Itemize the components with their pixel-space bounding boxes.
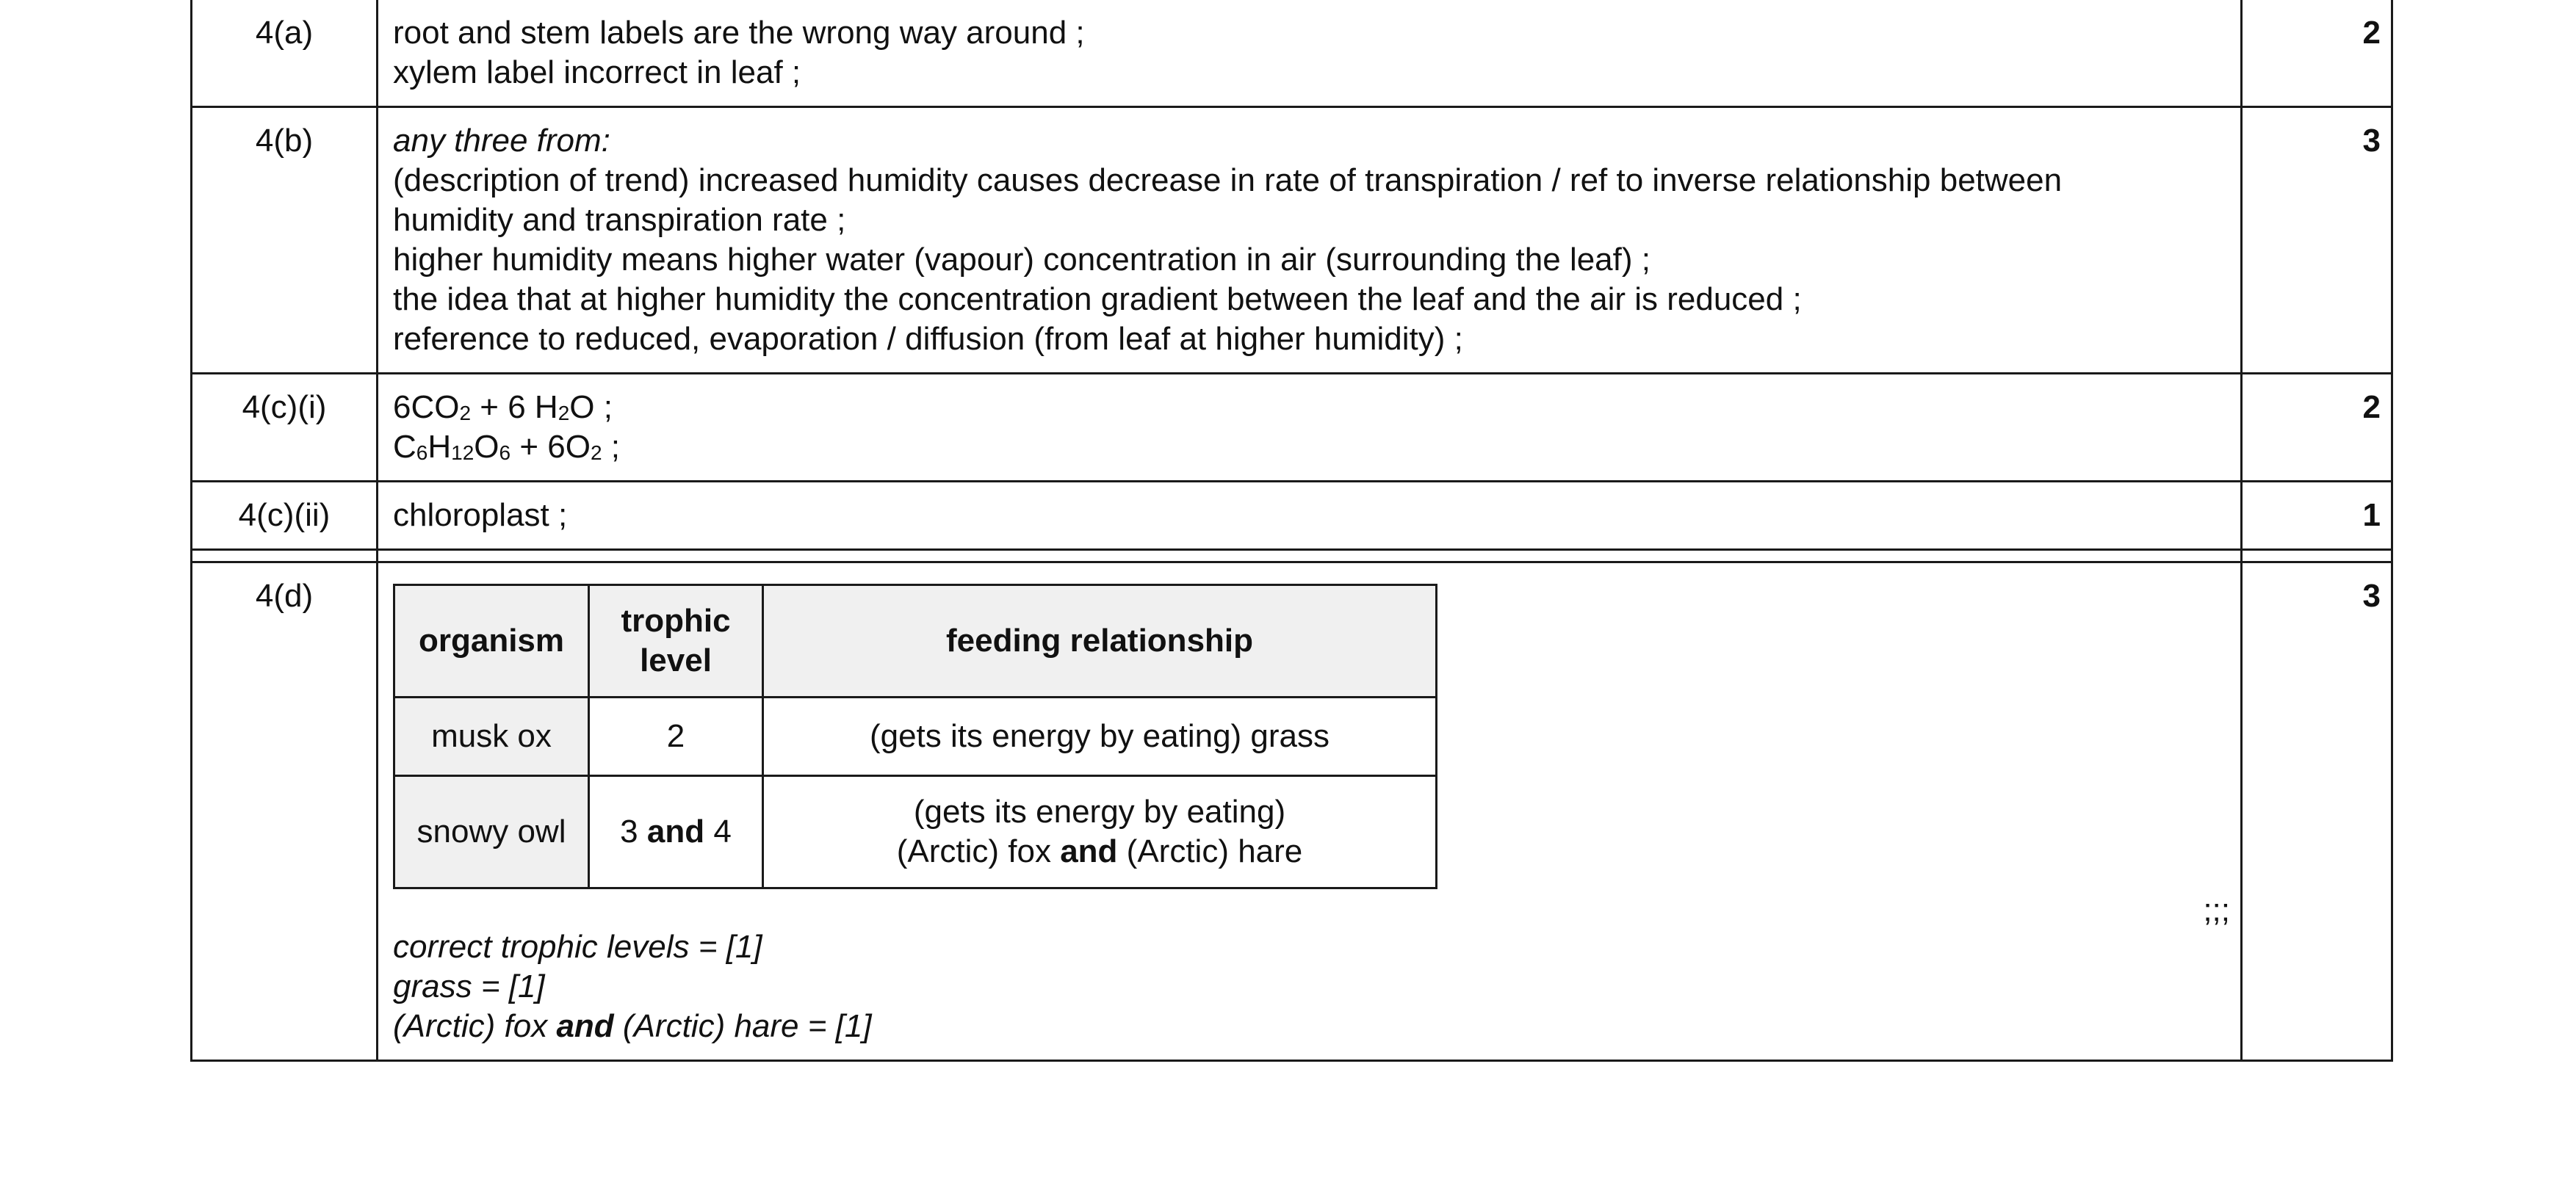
marks-cell: 1 [2242,482,2392,550]
guidance-line: grass = [1] [393,968,545,1004]
equation-products [393,427,2226,467]
guidance-line: correct trophic levels = [1] [393,929,762,965]
answer-line: higher humidity means higher water (vapour) concentration in air (surrounding the leaf) ; [393,242,1650,278]
answer-line: the idea that at higher humidity the concentration gradient between the leaf and the air is reduced ; [393,281,1802,317]
organism-cell: musk ox [394,698,589,776]
eq-text: ; [602,429,620,465]
organism-cell: snowy owl [394,776,589,888]
answer-cell [378,482,2242,550]
level-value: 3 [620,814,638,850]
eq-subscript: 2 [558,402,570,424]
row-separator [192,550,2392,562]
row-4b [192,107,2392,374]
eq-text: O [474,429,499,465]
row-4ci [192,374,2392,482]
level-value: 4 [713,814,732,850]
eq-text: 6CO [393,389,460,425]
eq-text: C [393,429,416,465]
answer-cell [378,107,2242,374]
question-number: 4(a) [192,0,378,107]
header-organism: organism [394,585,589,698]
eq-text: H [427,429,452,465]
mark-symbols: ;;; [2203,892,2230,928]
header-feeding-relationship: feeding relationship [763,585,1437,698]
question-number: 4(b) [192,107,378,374]
feeding-cell: (gets its energy by eating) grass [763,698,1437,776]
table-row [394,776,1437,888]
answer-line: reference to reduced, evaporation / diffusion (from leaf at higher humidity) ; [393,321,1463,357]
eq-subscript: 2 [590,441,602,464]
feeding-text [780,832,1419,872]
guidance-part: (Arctic) hare = [1] [613,1008,872,1044]
mark-scheme-table [190,0,2393,1062]
answer-cell [378,0,2242,107]
answer-cell [378,374,2242,482]
eq-text: O ; [569,389,613,425]
separator-cell [192,550,378,562]
separator-cell [2242,550,2392,562]
row-4d [192,562,2392,1061]
question-number: 4(d) [192,562,378,1061]
guidance-line [393,1007,2226,1046]
question-number: 4(c)(i) [192,374,378,482]
marks-cell: 2 [2242,0,2392,107]
answer-line: root and stem labels are the wrong way around ; [393,15,1085,51]
answer-line: (description of trend) increased humidity causes decrease in rate of transpiration / ref to inverse relationship between [393,162,2063,198]
row-4a [192,0,2392,107]
answer-cell [378,562,2242,1061]
row-4cii [192,482,2392,550]
eq-subscript: 12 [451,441,475,464]
marking-guidance [393,927,2226,1046]
answer-intro: any three from: [393,123,610,159]
eq-text: + 6 H [471,389,558,425]
and-keyword: and [646,814,705,850]
guidance-part: (Arctic) fox [393,1008,557,1044]
separator-cell [378,550,2242,562]
eq-subscript: 2 [459,402,472,424]
table-row [394,698,1437,776]
feeding-text: (gets its energy by eating) [913,794,1286,830]
feeding-part: (Arctic) hare [1126,833,1303,869]
feeding-cell [763,776,1437,888]
eq-text: + 6O [510,429,591,465]
trophic-table [393,584,1437,889]
header-trophic-level [589,585,763,698]
eq-subscript: 6 [499,441,511,464]
eq-subscript: 6 [416,441,428,464]
trophic-level-cell [589,776,763,888]
and-keyword: and [1060,833,1118,869]
marks-cell: 2 [2242,374,2392,482]
trophic-level-cell: 2 [589,698,763,776]
and-keyword: and [556,1008,614,1044]
question-number: 4(c)(ii) [192,482,378,550]
answer-line: humidity and transpiration rate ; [393,202,846,238]
feeding-part: (Arctic) fox [896,833,1051,869]
trophic-table-header [394,585,1437,698]
header-text: level [640,642,712,678]
marks-cell: 3 [2242,107,2392,374]
header-text: trophic [621,603,731,639]
marks-cell: 3 [2242,562,2392,1061]
equation-reactants [393,388,2226,427]
answer-line: xylem label incorrect in leaf ; [393,54,801,90]
answer-line: chloroplast ; [393,497,568,533]
